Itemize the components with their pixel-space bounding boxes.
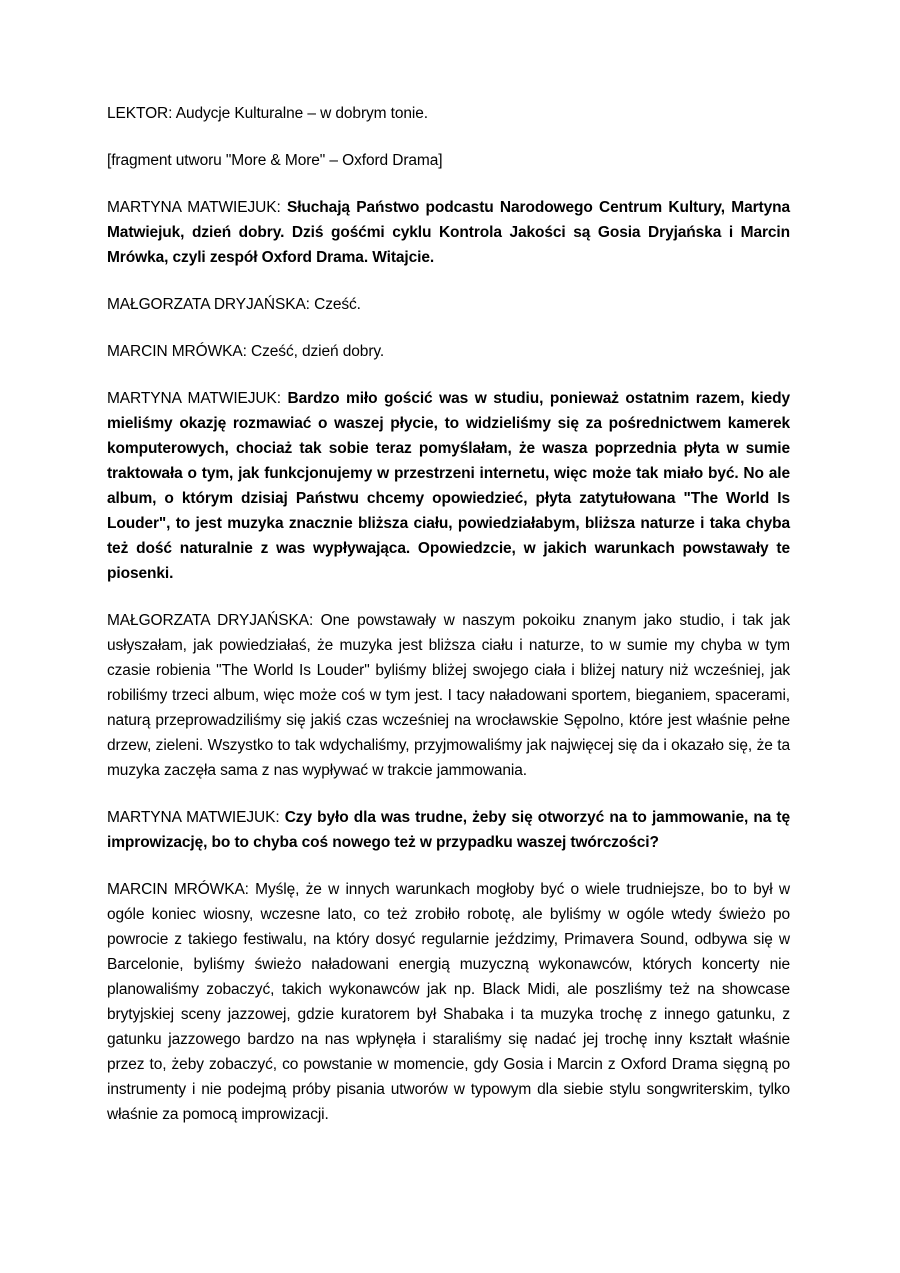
speaker-label: MAŁGORZATA DRYJAŃSKA: xyxy=(107,296,315,313)
speech-text: [fragment utworu "More & More" – Oxford Drama] xyxy=(107,152,443,169)
transcript-paragraph xyxy=(107,101,790,126)
speech-text: Bardzo miło gościć was w studiu, ponieważ ostatnim razem, kiedy mieliśmy okazję rozmawiać o waszej płycie, to widzieliśmy się za pośrednictwem kamerek komputerowych, chociaż tak sobie teraz pomyślałam, że wasza poprzednia płyta w sumie traktowała o tym, jak funkcjonujemy w przestrzeni internetu, więc może tak miało być. No ale album, o którym dzisiaj Państwu chcemy opowiedzieć, płyta zatytułowana "The World Is Louder", to jest muzyka znacznie bliższa ciału, powiedziałabym, bliższa naturze i taka chyba też dość naturalnie z was wypływająca. Opowiedzcie, w jakich warunkach powstawały te piosenki. xyxy=(107,390,791,582)
speaker-label: MARCIN MRÓWKA: xyxy=(107,881,256,898)
speaker-label: MARCIN MRÓWKA: xyxy=(107,343,252,360)
speech-text: Słuchają Państwo podcastu Narodowego Centrum Kultury, Martyna Matwiejuk, dzień dobry. Dziś gośćmi cyklu Kontrola Jakości są Gosia Dryjańska i Marcin Mrówka, czyli zespół Oxford Drama. Witajcie. xyxy=(107,199,791,266)
transcript-paragraph xyxy=(107,877,790,1127)
transcript-paragraph xyxy=(107,386,790,586)
speech-text: Audycje Kulturalne – w dobrym tonie. xyxy=(175,105,428,122)
transcript-paragraph xyxy=(107,292,790,317)
speaker-label: MARTYNA MATWIEJUK: xyxy=(107,390,288,407)
speech-text: Cześć. xyxy=(314,296,361,313)
speech-text: Czy było dla was trudne, żeby się otworzyć na to jammowanie, na tę improwizację, bo to chyba coś nowego też w przypadku waszej twórczości? xyxy=(107,809,790,851)
transcript-paragraph xyxy=(107,339,790,364)
speech-text: One powstawały w naszym pokoiku znanym jako studio, i tak jak usłyszałam, jak powiedziałaś, że muzyka jest bliższa ciału i naturze, to w sumie my chyba w tym czasie robienia "The World Is Louder" byliśmy bliżej swojego ciała i bliżej natury niż wcześniej, jak robiliśmy trzeci album, więc może coś w tym jest. I tacy naładowani sportem, bieganiem, spacerami, naturą przeprowadziliśmy się jakiś czas wcześniej na wrocławskie Sępolno, które jest właśnie pełne drzew, zieleni. Wszystko to tak wdychaliśmy, przyjmowaliśmy jak najwięcej się da i okazało się, że ta muzyka zaczęła sama z nas wypływać w trakcie jammowania. xyxy=(107,612,790,779)
transcript-paragraph xyxy=(107,148,790,173)
transcript xyxy=(107,101,790,1127)
transcript-paragraph xyxy=(107,195,790,270)
speaker-label: LEKTOR: xyxy=(107,105,176,122)
speech-text: Cześć, dzień dobry. xyxy=(251,343,385,360)
transcript-paragraph xyxy=(107,608,790,783)
transcript-paragraph xyxy=(107,805,790,855)
speaker-label: MARTYNA MATWIEJUK: xyxy=(107,809,285,826)
speaker-label: MAŁGORZATA DRYJAŃSKA: xyxy=(107,612,321,629)
speaker-label: MARTYNA MATWIEJUK: xyxy=(107,199,287,216)
speech-text: Myślę, że w innych warunkach mogłoby być o wiele trudniejsze, bo to był w ogóle koniec wiosny, wczesne lato, co też zrobiło robotę, ale byliśmy w ogóle wtedy świeżo po powrocie z takiego festiwalu, na który dosyć regularnie jeździmy, Primavera Sound, odbywa się w Barcelonie, byliśmy świeżo naładowani energią muzyczną wykonawców, których koncerty nie planowaliśmy zobaczyć, takich wykonawców jak np. Black Midi, ale poszliśmy też na showcase brytyjskiej sceny jazzowej, gdzie kuratorem był Shabaka i ta muzyka trochę z innego gatunku, z gatunku jazzowego bardzo na nas wpłynęła i staraliśmy się nadać jej trochę inny kształt właśnie przez to, żeby zobaczyć, co powstanie w momencie, gdy Gosia i Marcin z Oxford Drama sięgną po instrumenty i nie podejmą próby pisania utworów w typowym dla siebie stylu songwriterskim, tylko właśnie za pomocą improwizacji. xyxy=(107,881,790,1123)
